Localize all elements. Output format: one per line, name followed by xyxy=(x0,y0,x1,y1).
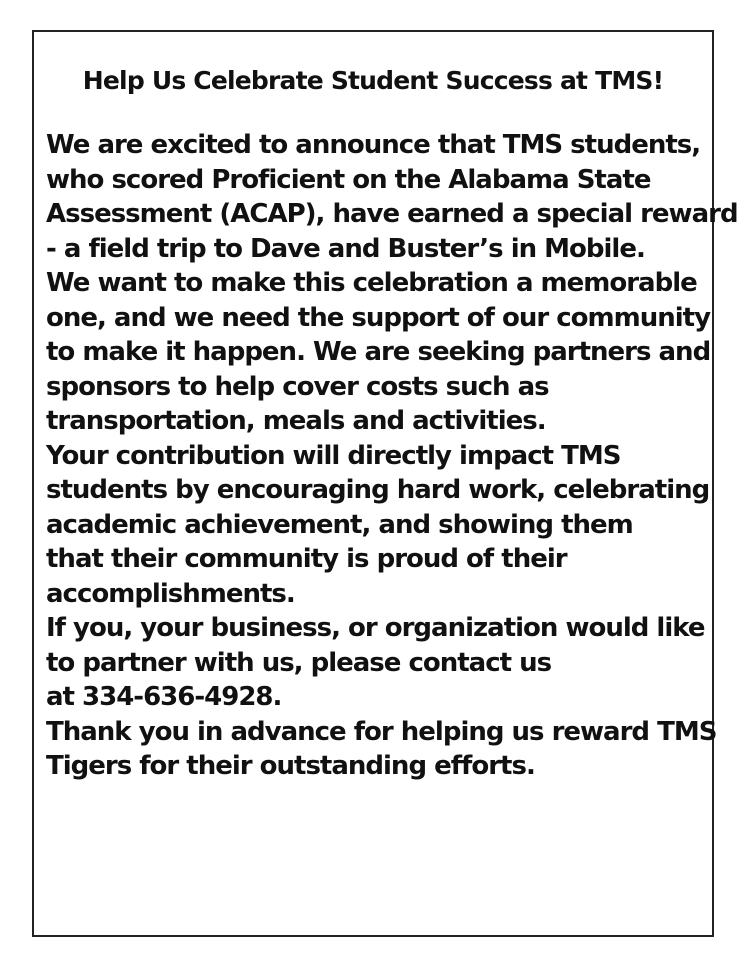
text-line: Assessment (ACAP), have earned a special reward xyxy=(46,199,738,229)
flyer-title: Help Us Celebrate Student Success at TMS! xyxy=(82,66,664,95)
flyer-border xyxy=(32,30,738,937)
text-line: sponsors to help cover costs such as xyxy=(46,371,549,402)
text-line: We want to make this celebration a memorable xyxy=(46,268,697,298)
text-line: that their community is proud of their xyxy=(46,544,567,574)
text-line: to make it happen. We are seeking partners and xyxy=(46,337,711,367)
text-line: students by encouraging hard work, celebrating xyxy=(46,475,710,505)
paragraph-impact xyxy=(46,439,710,612)
paragraph-support xyxy=(46,266,710,439)
text-line: one, and we need the support of our community xyxy=(46,302,711,333)
text-line: transportation, meals and activities. xyxy=(46,406,546,436)
text-line: who scored Proficient on the Alabama State xyxy=(46,164,651,195)
text-line: Your contribution will directly impact TMS xyxy=(46,440,621,471)
paragraph-thanks xyxy=(46,715,717,784)
text-line: - a field trip to Dave and Buster’s in Mobile. xyxy=(46,233,645,264)
paragraph-announcement xyxy=(46,128,738,266)
flyer-body xyxy=(46,128,738,784)
text-line: We are excited to announce that TMS students, xyxy=(46,130,701,160)
text-line: accomplishments. xyxy=(46,578,295,609)
text-line: Tigers for their outstanding efforts. xyxy=(46,751,535,781)
text-line: to partner with us, please contact us xyxy=(46,647,552,678)
text-line: Thank you in advance for helping us reward TMS xyxy=(46,716,717,747)
text-line: If you, your business, or organization would like xyxy=(46,613,705,643)
paragraph-contact xyxy=(46,611,710,715)
contact-phone-line: at 334-636-4928. xyxy=(46,682,282,712)
text-line: academic achievement, and showing them xyxy=(46,509,633,540)
